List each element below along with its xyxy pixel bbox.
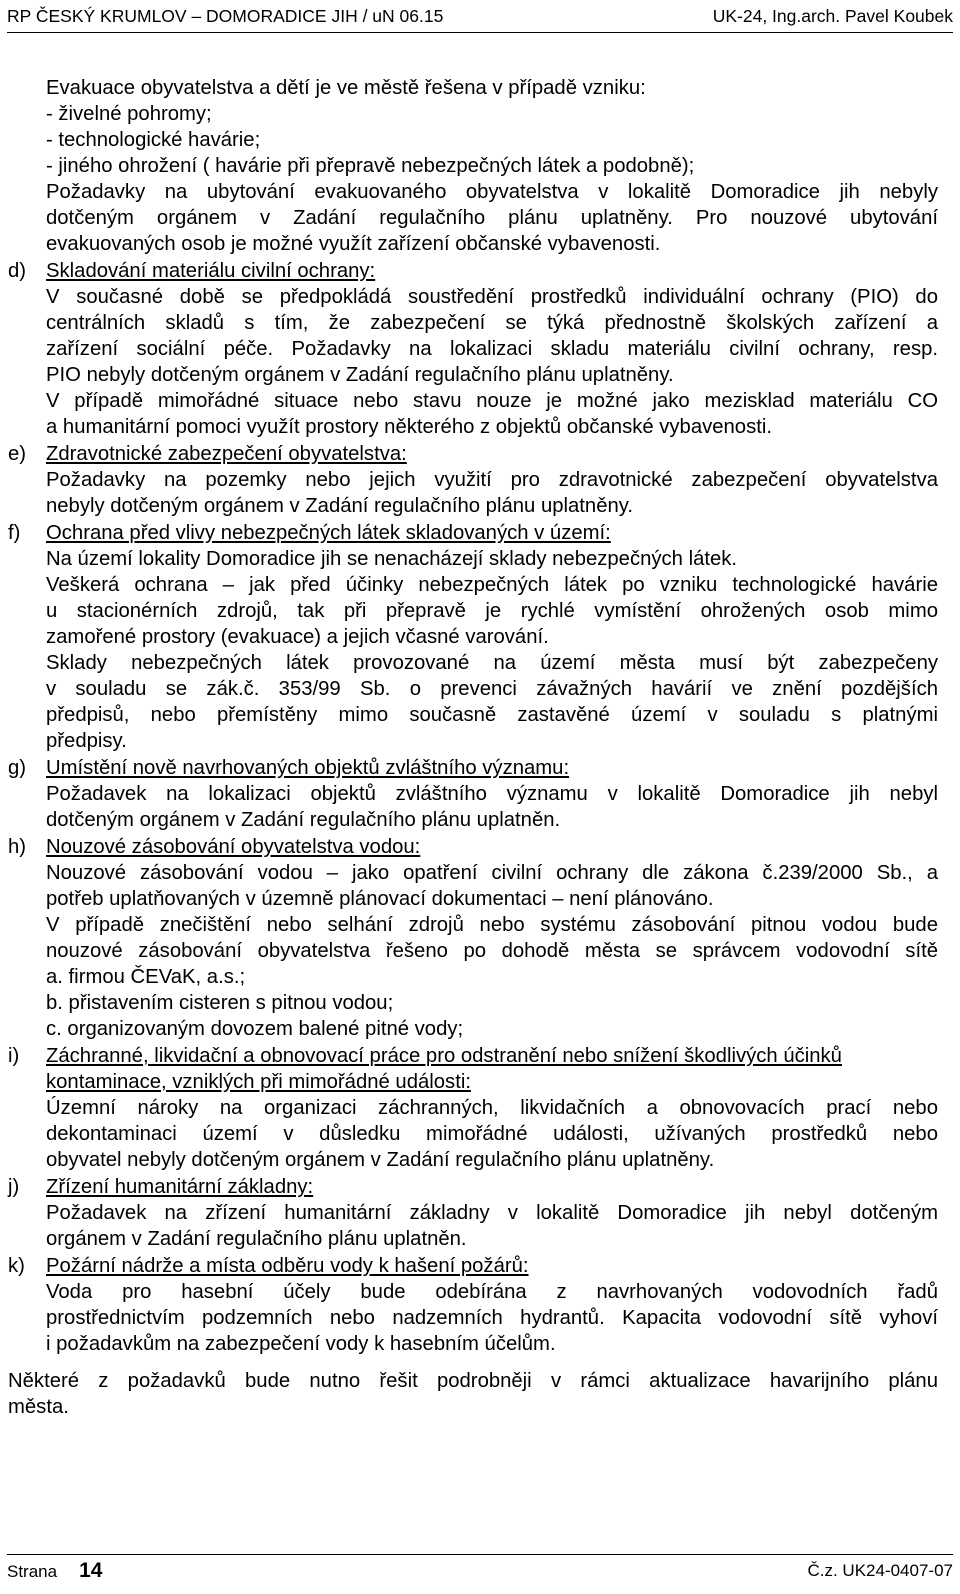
section-k-line: i požadavkům na zabezpečení vody k hasebním účelům. (46, 1333, 556, 1355)
intro-list-item: - živelné pohromy; (46, 103, 212, 125)
section-d-line: centrálních skladů s tím, že zabezpečení se týká přednostně školských zařízení a (46, 312, 938, 334)
page-number: 14 (79, 1559, 103, 1582)
header-author: UK-24, Ing.arch. Pavel Koubek (712, 6, 953, 26)
section-k-line: prostřednictvím podzemních nebo nadzemních hydrantů. Kapacita vodovodní sítě vyhoví (46, 1307, 938, 1329)
section-e-line: Požadavky na pozemky nebo jejich využití pro zdravotnické zabezpečení obyvatelstva (46, 469, 938, 491)
intro-line: Evakuace obyvatelstva a dětí je ve městě řešena v případě vzniku: (46, 77, 646, 99)
section-j-line: Požadavek na zřízení humanitární základny v lokalitě Domoradice jih nebyl dotčeným (46, 1202, 938, 1224)
section-h-line: nouzové zásobování obyvatelstva řešeno po dohodě města se správcem vodovodní sítě (46, 940, 938, 962)
section-f-line: zamořené prostory (evakuace) a jejich včasné varování. (46, 626, 549, 648)
section-d-line: V současné době se předpokládá soustředění prostředků individuální ochrany (PIO) do (46, 286, 938, 308)
section-k-line: Voda pro hasební účely bude odebírána z navrhovaných vodovodních řadů (46, 1281, 938, 1303)
section-g-line: Požadavek na lokalizaci objektů zvláštního významu v lokalitě Domoradice jih nebyl (46, 783, 938, 805)
section-j-label: j) (8, 1176, 20, 1198)
section-g-label: g) (8, 757, 27, 779)
closing-line: Některé z požadavků bude nutno řešit podrobněji v rámci aktualizace havarijního plánu (8, 1370, 938, 1392)
intro-line: Požadavky na ubytování evakuovaného obyvatelstva v lokalitě Domoradice jih nebyly (46, 181, 938, 203)
section-d-line: PIO nebyly dotčeným orgánem v Zadání regulačního plánu uplatněny. (46, 364, 674, 386)
section-i-heading: kontaminace, vzniklých při mimořádné události: (46, 1071, 471, 1093)
section-h-line: potřeb uplatňovaných v územně plánovací dokumentaci – není plánováno. (46, 888, 714, 910)
document-number: Č.z. UK24-0407-07 (807, 1561, 953, 1580)
section-i-line: dekontaminaci území v důsledku mimořádné události, užívaných prostředků nebo (46, 1123, 938, 1145)
section-i-line: Územní nároky na organizaci záchranných, likvidačních a obnovovacích prací nebo (46, 1097, 938, 1119)
section-h-line: Nouzové zásobování vodou – jako opatření civilní ochrany dle zákona č.239/2000 Sb., a (46, 862, 938, 884)
section-e-label: e) (8, 443, 27, 465)
section-d-line: a humanitární pomoci využít prostory některého z objektů občanské vybavenosti. (46, 416, 773, 438)
section-f-line: Veškerá ochrana – jak před účinky nebezpečných látek po vzniku technologické havárie (46, 574, 938, 596)
intro-line: dotčeným orgánem v Zadání regulačního plánu uplatněny. Pro nouzové ubytování (46, 207, 938, 229)
section-h-line: V případě znečištění nebo selhání zdrojů nebo systému zásobování pitnou vodou bude (46, 914, 938, 936)
section-d-label: d) (8, 260, 27, 282)
section-e-heading: Zdravotnické zabezpečení obyvatelstva: (46, 443, 407, 465)
section-d-heading: Skladování materiálu civilní ochrany: (46, 260, 376, 282)
section-d-line: V případě mimořádné situace nebo stavu nouze je možné jako mezisklad materiálu CO (46, 390, 938, 412)
section-f-heading: Ochrana před vlivy nebezpečných látek skladovaných v území: (46, 522, 611, 544)
header-project-title: RP ČESKÝ KRUMLOV – DOMORADICE JIH / uN 06.15 (7, 6, 444, 26)
section-f-line: předpisů, nebo přemístěny mimo současně zastavěné území v souladu s platnými (46, 704, 938, 726)
section-h-heading: Nouzové zásobování obyvatelstva vodou: (46, 836, 421, 858)
intro-line: evakuovaných osob je možné využít zařízení občanské vybavenosti. (46, 233, 661, 255)
section-i-heading: Záchranné, likvidační a obnovovací práce pro odstranění nebo snížení škodlivých účinků (46, 1045, 842, 1067)
page-label: Strana (7, 1562, 58, 1581)
section-j-heading: Zřízení humanitární základny: (46, 1176, 314, 1198)
section-d-line: zařízení sociální péče. Požadavky na lokalizaci skladu materiálu civilní ochrany, resp. (46, 338, 938, 360)
intro-list-item: - technologické havárie; (46, 129, 261, 151)
section-f-line: Na území lokality Domoradice jih se nenacházejí sklady nebezpečných látek. (46, 548, 738, 570)
section-g-line: dotčeným orgánem v Zadání regulačního plánu uplatněn. (46, 809, 561, 831)
section-j-line: orgánem v Zadání regulačního plánu uplatněn. (46, 1228, 467, 1250)
section-k-heading: Požární nádrže a místa odběru vody k hašení požárů: (46, 1255, 529, 1277)
section-h-list-item: b. přistavením cisteren s pitnou vodou; (46, 992, 394, 1014)
page-header (7, 6, 953, 33)
section-e-line: nebyly dotčeným orgánem v Zadání regulačního plánu uplatněny. (46, 495, 634, 517)
section-f-line: v souladu se zák.č. 353/99 Sb. o prevenci závažných havárií ve znění pozdějších (46, 678, 938, 700)
section-i-label: i) (8, 1045, 20, 1067)
section-h-label: h) (8, 836, 27, 858)
section-f-label: f) (8, 522, 21, 544)
section-h-list-item: a. firmou ČEVaK, a.s.; (46, 966, 246, 988)
section-f-line: u stacionérních zdrojů, tak při přepravě je rychlé vymístění ohrožených osob mimo (46, 600, 938, 622)
intro-list-item: - jiného ohrožení ( havárie při přepravě nebezpečných látek a podobně); (46, 155, 695, 177)
section-g-heading: Umístění nově navrhovaných objektů zvláštního významu: (46, 757, 570, 779)
section-h-list-item: c. organizovaným dovozem balené pitné vody; (46, 1018, 464, 1040)
closing-line: města. (8, 1396, 69, 1418)
section-i-line: obyvatel nebyly dotčeným orgánem v Zadání regulačního plánu uplatněny. (46, 1149, 715, 1171)
section-f-line: předpisy. (46, 730, 127, 752)
section-f-line: Sklady nebezpečných látek provozované na území města musí být zabezpečeny (46, 652, 938, 674)
page-indicator (7, 1559, 102, 1583)
section-k-label: k) (8, 1255, 25, 1277)
page-footer (7, 1554, 953, 1587)
